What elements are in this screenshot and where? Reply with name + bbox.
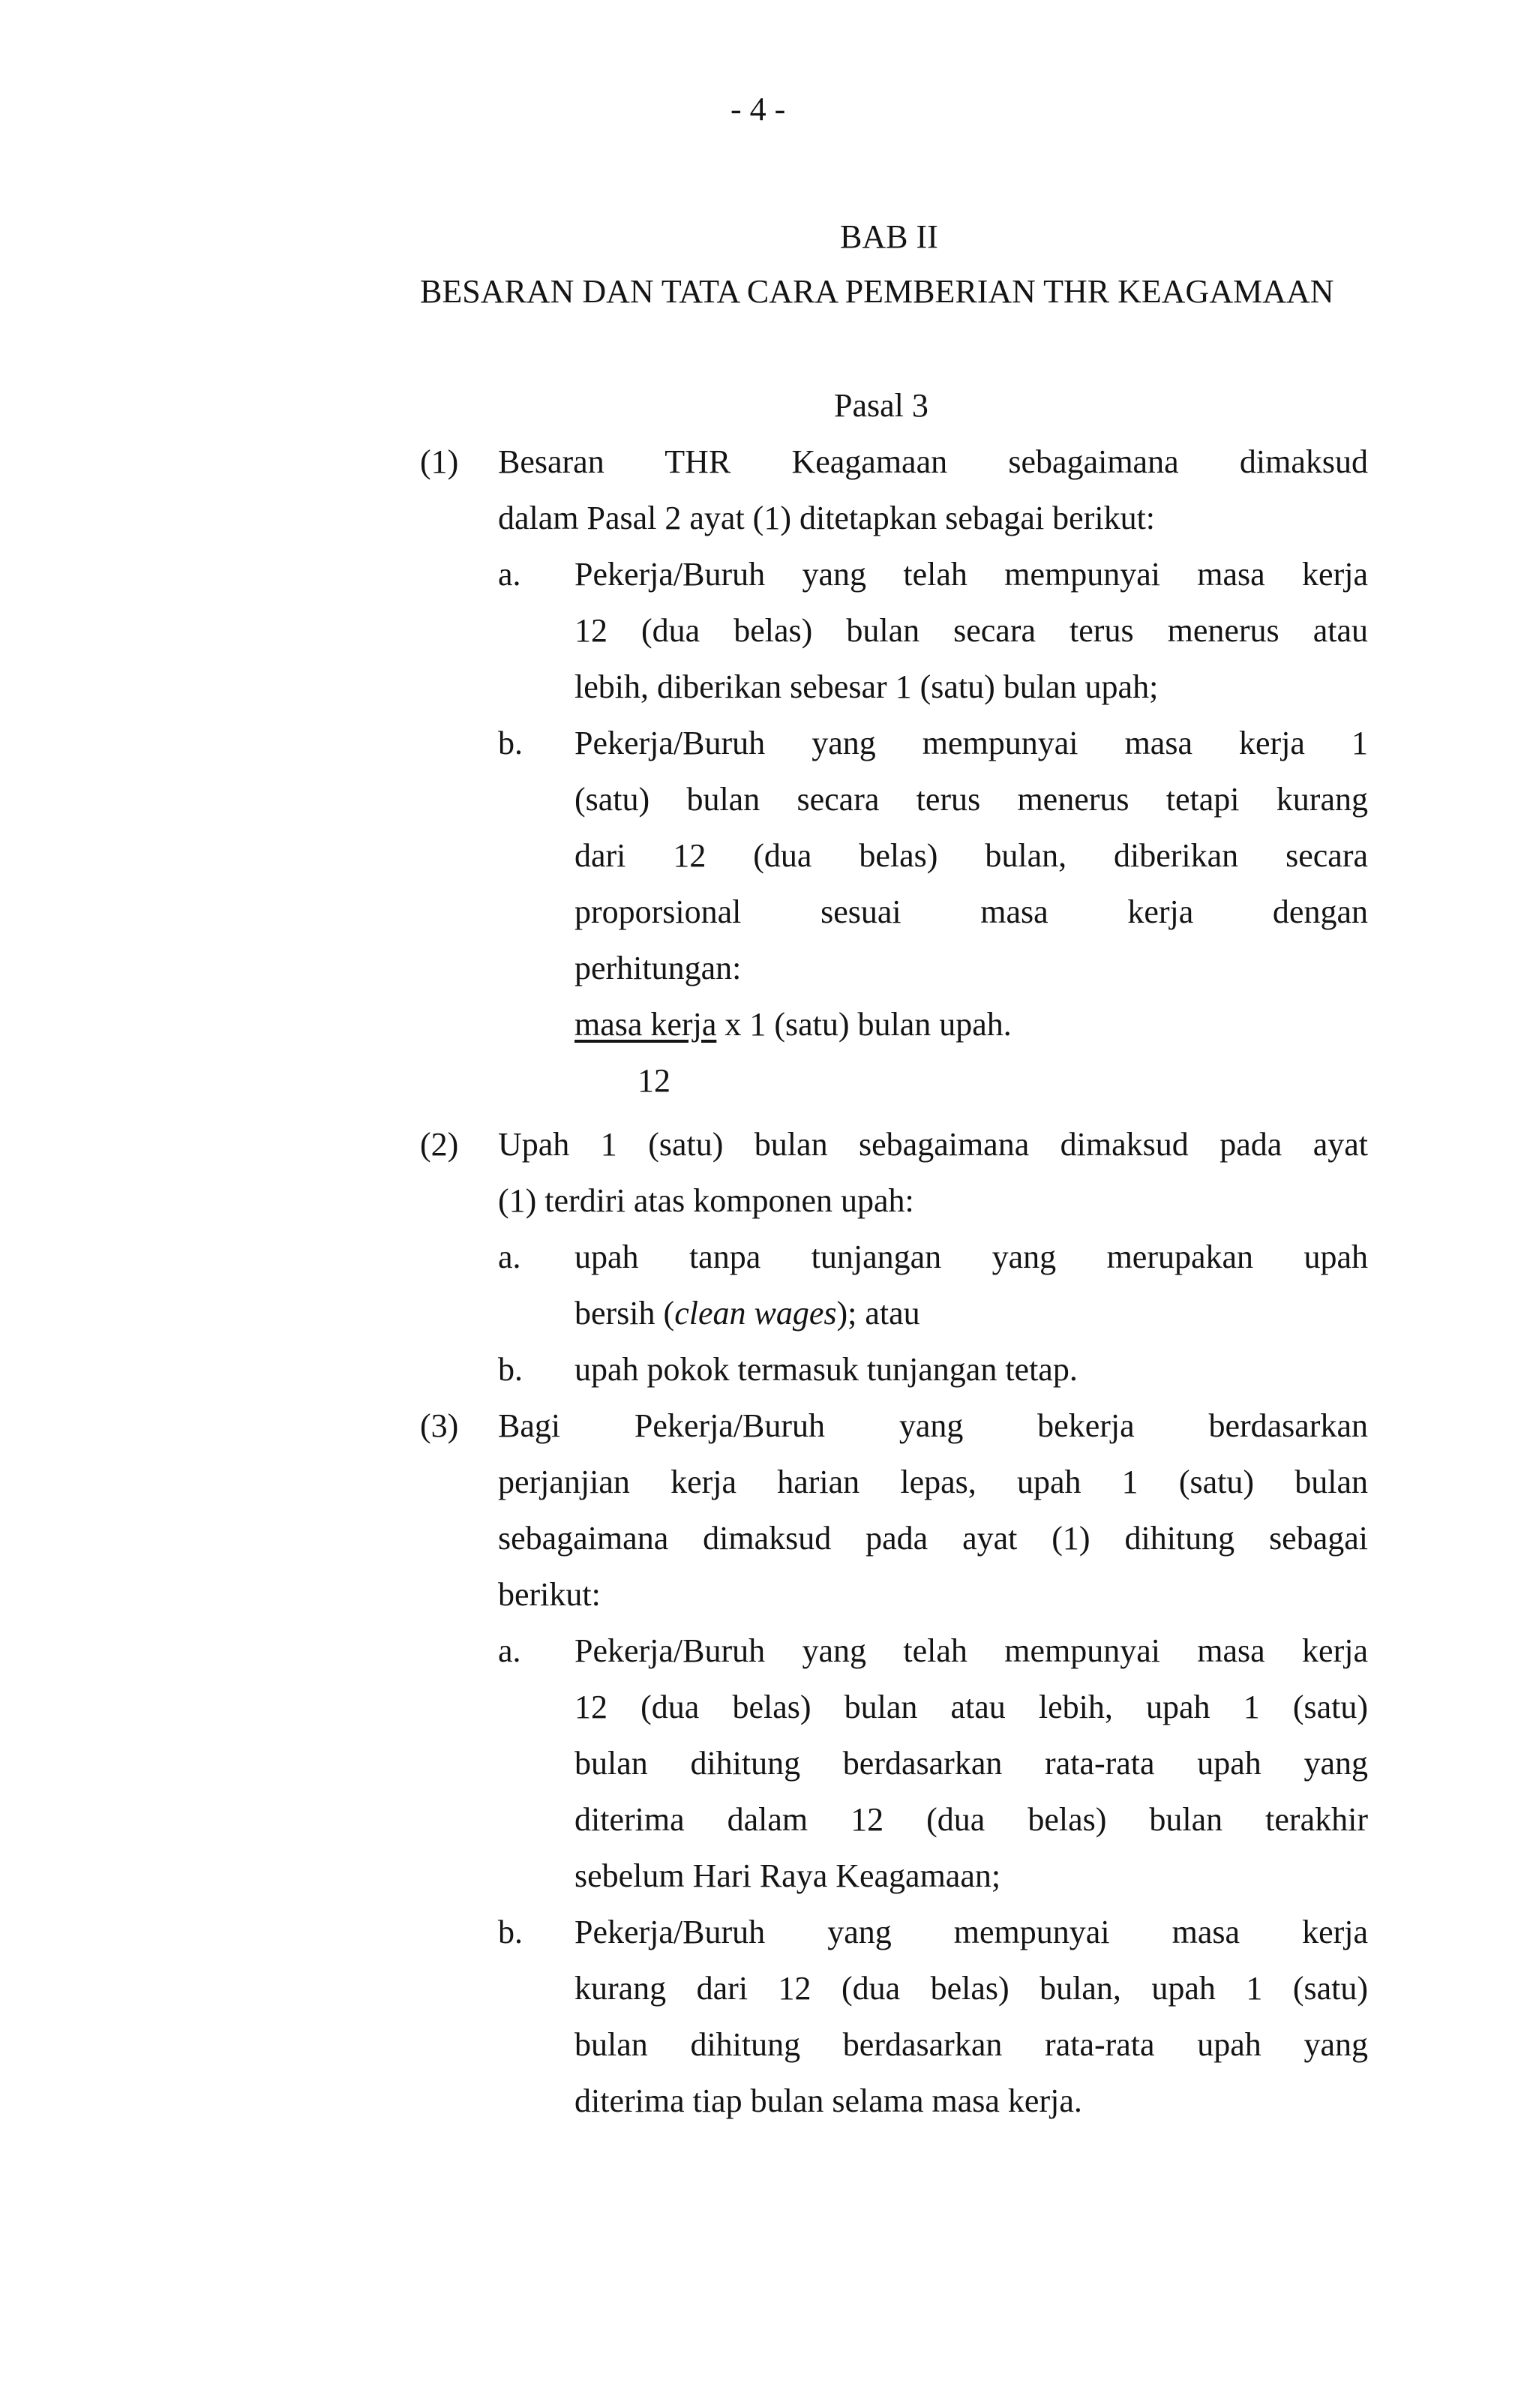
item-line: lebih, diberikan sebesar 1 (satu) bulan upah; [574,668,1159,705]
item-line: diterima dalam 12 (dua belas) bulan terakhir [574,1801,1368,1838]
paragraph-label: (2) [420,1126,459,1163]
item-line: bulan dihitung berdasarkan rata-rata upah yang [574,2026,1368,2063]
page-number: - 4 - [730,91,786,128]
paragraph-line: Besaran THR Keagamaan sebagaimana dimaksud [498,443,1368,480]
item-line: sebelum Hari Raya Keagamaan; [574,1857,1001,1894]
formula-numerator: masa kerja [574,1006,717,1043]
item-line: kurang dari 12 (dua belas) bulan, upah 1 (satu) [574,1970,1368,2007]
item-line: (satu) bulan secara terus menerus tetapi kurang [574,781,1368,818]
item-line-italic-term: clean wages [674,1295,837,1332]
item-label: b. [498,1351,523,1388]
paragraph-label: (1) [420,443,459,480]
item-line: Pekerja/Buruh yang mempunyai masa kerja 1 [574,725,1368,761]
item-label: b. [498,725,523,761]
item-label: a. [498,556,521,593]
item-line: upah tanpa tunjangan yang merupakan upah [574,1239,1368,1275]
item-line: proporsional sesuai masa kerja dengan [574,893,1368,930]
item-line: Pekerja/Buruh yang mempunyai masa kerja [574,1914,1368,1950]
item-line: perhitungan: [574,950,742,986]
formula-rest: x 1 (satu) bulan upah. [716,1006,1012,1043]
paragraph-line: perjanjian kerja harian lepas, upah 1 (satu) bulan [498,1464,1368,1500]
paragraph-label: (3) [420,1407,459,1444]
item-label: a. [498,1239,521,1275]
paragraph-line: dalam Pasal 2 ayat (1) ditetapkan sebagai berikut: [498,500,1156,536]
item-label: a. [498,1632,521,1669]
formula-denominator: 12 [638,1062,670,1099]
item-line: diterima tiap bulan selama masa kerja. [574,2082,1082,2119]
article-heading: Pasal 3 [834,387,928,424]
item-line: 12 (dua belas) bulan atau lebih, upah 1 (satu) [574,1689,1368,1725]
item-line-end: ); atau [836,1295,920,1332]
chapter-heading: BAB II [840,218,938,255]
paragraph-line: (1) terdiri atas komponen upah: [498,1182,914,1219]
chapter-title: BESARAN DAN TATA CARA PEMBERIAN THR KEAGAMAAN [420,273,1334,310]
item-line: bulan dihitung berdasarkan rata-rata upah yang [574,1745,1368,1782]
item-line: dari 12 (dua belas) bulan, diberikan secara [574,837,1368,874]
item-line-start: bersih ( [574,1295,675,1332]
item-line: Pekerja/Buruh yang telah mempunyai masa kerja [574,1632,1368,1669]
item-line: upah pokok termasuk tunjangan tetap. [574,1351,1078,1388]
item-label: b. [498,1914,523,1950]
paragraph-line: berikut: [498,1576,601,1613]
item-line [574,1294,920,1332]
item-line: 12 (dua belas) bulan secara terus menerus atau [574,612,1368,649]
paragraph-line: Upah 1 (satu) bulan sebagaimana dimaksud pada ayat [498,1126,1368,1163]
item-line: Pekerja/Buruh yang telah mempunyai masa kerja [574,556,1368,593]
paragraph-line: Bagi Pekerja/Buruh yang bekerja berdasarkan [498,1407,1368,1444]
paragraph-line: sebagaimana dimaksud pada ayat (1) dihitung sebagai [498,1520,1368,1557]
formula [574,1005,1012,1043]
